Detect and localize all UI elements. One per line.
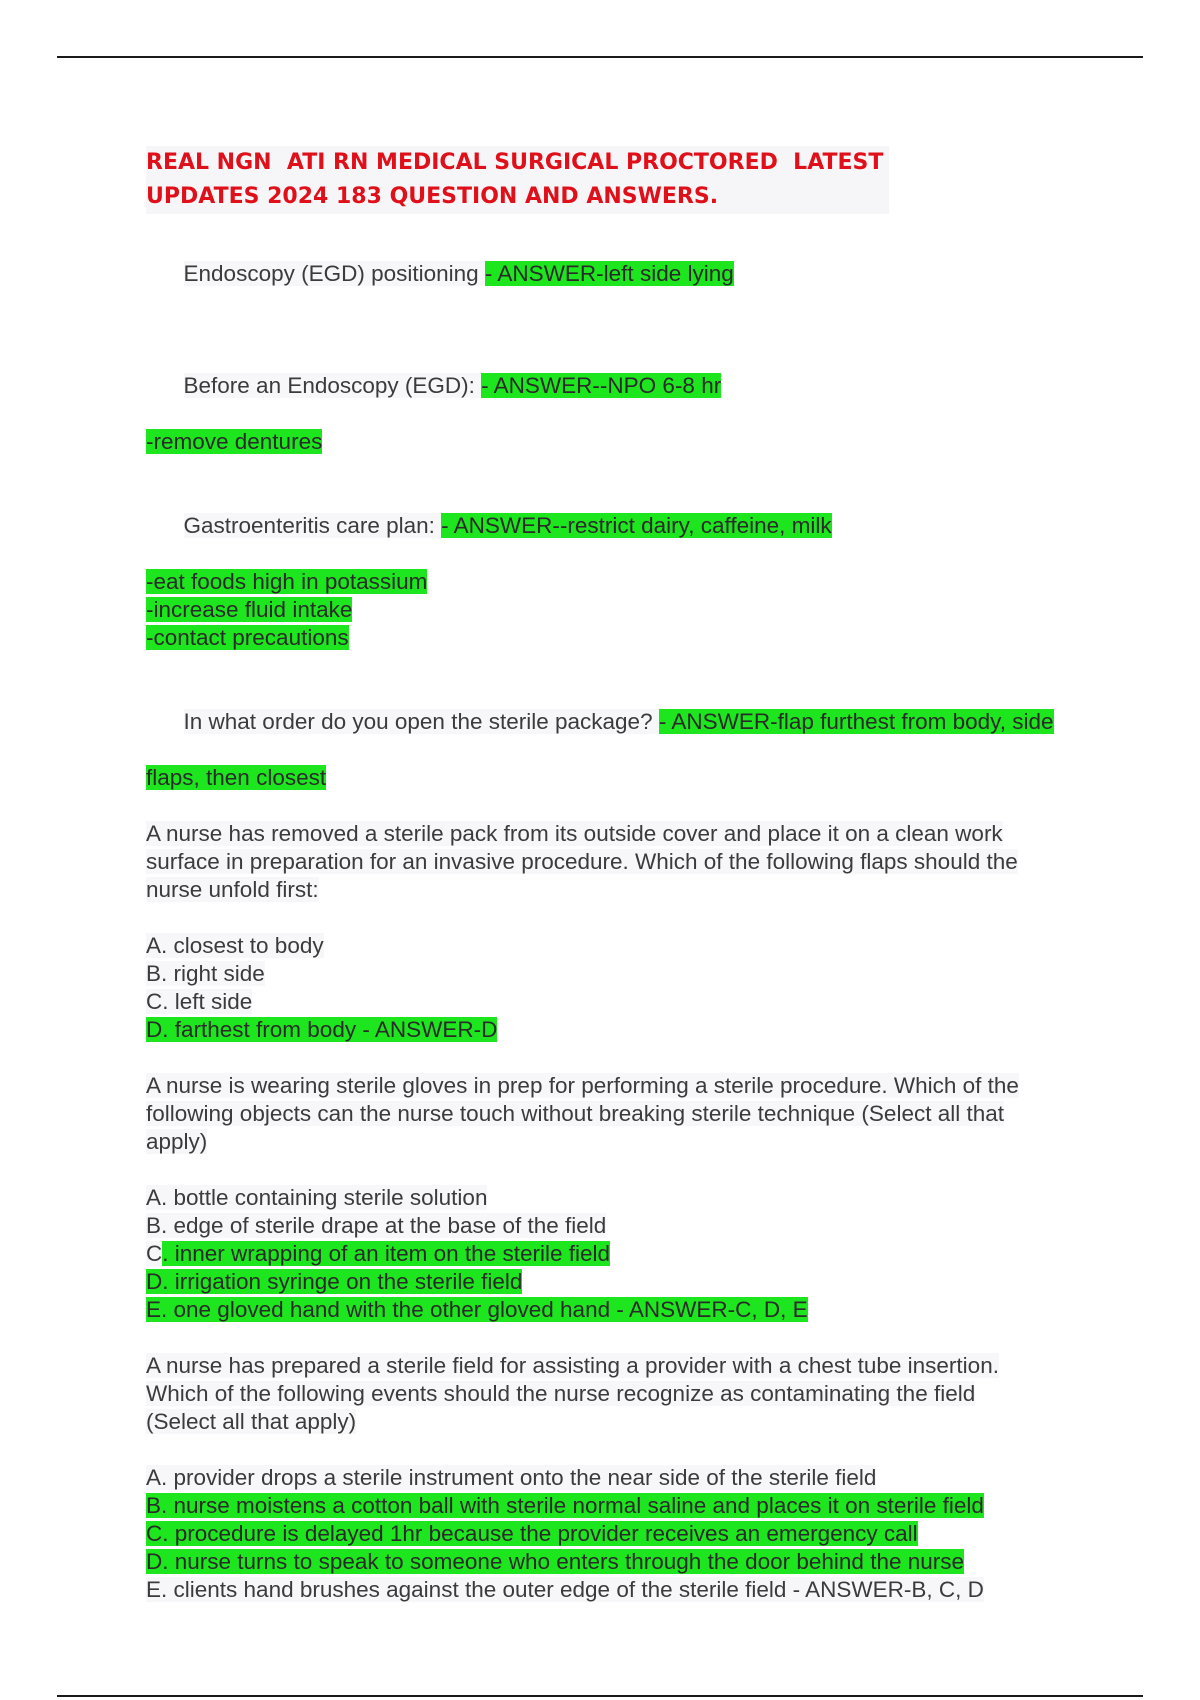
option-c: C. procedure is delayed 1hr because the provider receives an emergency call bbox=[146, 1521, 918, 1546]
answer-text: - ANSWER-left side lying bbox=[484, 261, 734, 286]
answer-text: -remove dentures bbox=[146, 429, 323, 454]
answer-text: - ANSWER--restrict dairy, caffeine, milk bbox=[441, 513, 832, 538]
qa-item bbox=[146, 232, 1086, 316]
qa-item bbox=[146, 344, 1086, 456]
question-text: In what order do you open the sterile package? bbox=[183, 709, 659, 734]
option-d-answer: D. farthest from body - ANSWER-D bbox=[146, 1017, 498, 1042]
footer-rule bbox=[57, 1695, 1143, 1697]
stem-line: apply) bbox=[146, 1129, 208, 1154]
answer-text: -increase fluid intake bbox=[146, 597, 353, 622]
question-text: Before an Endoscopy (EGD): bbox=[183, 373, 482, 398]
option-list bbox=[146, 932, 1086, 1044]
question-stem bbox=[146, 1072, 1086, 1156]
option-b: B. edge of sterile drape at the base of the field bbox=[146, 1213, 607, 1238]
option-d: D. nurse turns to speak to someone who enters through the door behind the nurse bbox=[146, 1549, 965, 1574]
option-list bbox=[146, 1464, 1086, 1604]
option-a: A. provider drops a sterile instrument onto the near side of the sterile field bbox=[146, 1465, 877, 1490]
question-text: Gastroenteritis care plan: bbox=[183, 513, 442, 538]
question-text: Endoscopy (EGD) positioning bbox=[183, 261, 485, 286]
question-stem bbox=[146, 820, 1086, 904]
question-stem bbox=[146, 1352, 1086, 1436]
option-d: D. irrigation syringe on the sterile field bbox=[146, 1269, 523, 1294]
answer-text: -eat foods high in potassium bbox=[146, 569, 428, 594]
option-c: C. left side bbox=[146, 989, 253, 1014]
stem-line: (Select all that apply) bbox=[146, 1409, 357, 1434]
option-b: B. right side bbox=[146, 961, 265, 986]
stem-line: Which of the following events should the nurse recognize as contaminating the field bbox=[146, 1381, 976, 1406]
option-e-answer: E. one gloved hand with the other gloved hand - ANSWER-C, D, E bbox=[146, 1297, 808, 1322]
title-line-1: REAL NGN ATI RN MEDICAL SURGICAL PROCTORED LATEST bbox=[146, 150, 884, 175]
stem-line: A nurse has prepared a sterile field for assisting a provider with a chest tube insertion. bbox=[146, 1353, 999, 1378]
qa-item bbox=[146, 680, 1086, 792]
stem-line: A nurse is wearing sterile gloves in prep for performing a sterile procedure. Which of the bbox=[146, 1073, 1019, 1098]
option-a: A. bottle containing sterile solution bbox=[146, 1185, 488, 1210]
document-body bbox=[146, 146, 1086, 1632]
qa-item bbox=[146, 484, 1086, 652]
option-c: . inner wrapping of an item on the sterile field bbox=[162, 1241, 610, 1266]
option-list bbox=[146, 1184, 1086, 1324]
answer-text: - ANSWER-flap furthest from body, side bbox=[658, 709, 1054, 734]
option-a: A. closest to body bbox=[146, 933, 324, 958]
answer-text: flaps, then closest bbox=[146, 765, 327, 790]
option-c-prefix: C bbox=[146, 1241, 163, 1266]
stem-line: nurse unfold first: bbox=[146, 877, 319, 902]
document-title bbox=[146, 146, 889, 214]
stem-line: surface in preparation for an invasive procedure. Which of the following flaps should the bbox=[146, 849, 1018, 874]
answer-text: -contact precautions bbox=[146, 625, 349, 650]
title-line-2: UPDATES 2024 183 QUESTION AND ANSWERS. bbox=[146, 184, 719, 209]
stem-line: A nurse has removed a sterile pack from its outside cover and place it on a clean work bbox=[146, 821, 1003, 846]
option-b: B. nurse moistens a cotton ball with sterile normal saline and places it on sterile field bbox=[146, 1493, 984, 1518]
header-rule bbox=[57, 56, 1143, 58]
answer-text: - ANSWER--NPO 6-8 hr bbox=[481, 373, 722, 398]
option-e-answer: E. clients hand brushes against the outer edge of the sterile field - ANSWER-B, C, D bbox=[146, 1577, 984, 1602]
stem-line: following objects can the nurse touch without breaking sterile technique (Select all that bbox=[146, 1101, 1004, 1126]
